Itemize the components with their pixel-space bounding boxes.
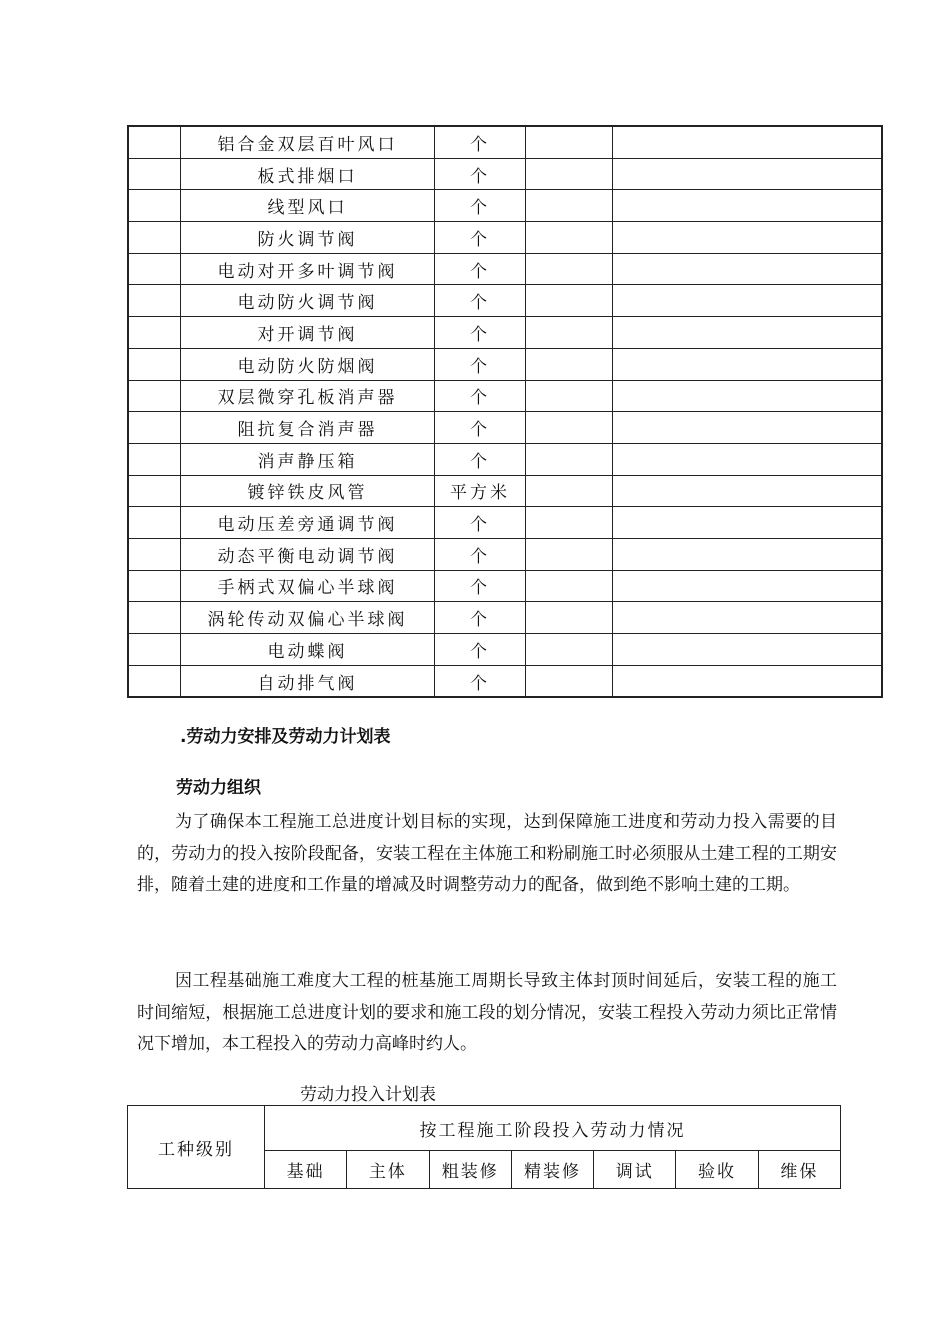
remark-cell (613, 190, 883, 222)
item-name-cell: 手柄式双偏心半球阀 (181, 570, 435, 602)
unit-cell: 个 (435, 285, 526, 317)
index-cell (128, 317, 181, 349)
index-cell (128, 570, 181, 602)
remark-cell (613, 317, 883, 349)
table-row (128, 665, 882, 697)
section-heading: .劳动力安排及劳动力计划表 (180, 727, 391, 747)
item-name-cell: 双层微穿孔板消声器 (181, 380, 435, 412)
remark-cell (613, 665, 883, 697)
index-cell (128, 253, 181, 285)
equipment-table (127, 125, 883, 698)
item-name-cell: 消声静压箱 (181, 443, 435, 475)
item-name-cell: 铝合金双层百叶风口 (181, 126, 435, 158)
remark-cell (613, 222, 883, 254)
remark-cell (613, 570, 883, 602)
unit-cell: 个 (435, 317, 526, 349)
remark-cell (613, 634, 883, 666)
index-cell (128, 158, 181, 190)
item-name-cell: 板式排烟口 (181, 158, 435, 190)
index-cell (128, 538, 181, 570)
quantity-cell (526, 475, 613, 507)
table-caption: 劳动力投入计划表 (300, 1085, 436, 1105)
item-name-cell: 涡轮传动双偏心半球阀 (181, 602, 435, 634)
unit-cell: 个 (435, 253, 526, 285)
remark-cell (613, 380, 883, 412)
unit-cell: 个 (435, 348, 526, 380)
item-name-cell: 电动防火防烟阀 (181, 348, 435, 380)
stage-header: 粗装修 (429, 1151, 511, 1189)
quantity-cell (526, 507, 613, 539)
stage-header: 基础 (265, 1151, 347, 1189)
table-row (128, 317, 882, 349)
stage-group-header: 按工程施工阶段投入劳动力情况 (265, 1106, 841, 1151)
index-cell (128, 380, 181, 412)
quantity-cell (526, 412, 613, 444)
item-name-cell: 自动排气阀 (181, 665, 435, 697)
item-name-cell: 动态平衡电动调节阀 (181, 538, 435, 570)
quantity-cell (526, 158, 613, 190)
quantity-cell (526, 634, 613, 666)
quantity-cell (526, 253, 613, 285)
index-cell (128, 285, 181, 317)
stage-header: 验收 (676, 1151, 758, 1189)
index-cell (128, 190, 181, 222)
stage-header: 主体 (347, 1151, 429, 1189)
quantity-cell (526, 190, 613, 222)
table-row (128, 412, 882, 444)
remark-cell (613, 285, 883, 317)
table-row (128, 253, 882, 285)
table-row (128, 538, 882, 570)
unit-cell: 个 (435, 665, 526, 697)
unit-cell: 个 (435, 126, 526, 158)
quantity-cell (526, 538, 613, 570)
item-name-cell: 阻抗复合消声器 (181, 412, 435, 444)
quantity-cell (526, 665, 613, 697)
remark-cell (613, 348, 883, 380)
table-row (128, 126, 882, 158)
item-name-cell: 电动蝶阀 (181, 634, 435, 666)
sub-heading: 劳动力组织 (176, 778, 261, 798)
table-row (128, 348, 882, 380)
work-type-header: 工种级别 (128, 1106, 265, 1189)
quantity-cell (526, 126, 613, 158)
remark-cell (613, 443, 883, 475)
index-cell (128, 443, 181, 475)
remark-cell (613, 475, 883, 507)
item-name-cell: 防火调节阀 (181, 222, 435, 254)
unit-cell: 个 (435, 443, 526, 475)
item-name-cell: 镀锌铁皮风管 (181, 475, 435, 507)
quantity-cell (526, 602, 613, 634)
index-cell (128, 602, 181, 634)
unit-cell: 个 (435, 412, 526, 444)
table-row (128, 475, 882, 507)
table-row (128, 222, 882, 254)
quantity-cell (526, 222, 613, 254)
unit-cell: 平方米 (435, 475, 526, 507)
paragraph: 因工程基础施工难度大工程的桩基施工周期长导致主体封顶时间延后，安装工程的施工时间缩短，根据施工总进度计划的要求和施工段的划分情况，安装工程投入劳动力须比正常情况下增加，本工程投入的劳动力高峰时约人。 (137, 971, 837, 1054)
index-cell (128, 222, 181, 254)
item-name-cell: 对开调节阀 (181, 317, 435, 349)
quantity-cell (526, 443, 613, 475)
labor-plan-table (127, 1105, 841, 1189)
quantity-cell (526, 348, 613, 380)
unit-cell: 个 (435, 634, 526, 666)
index-cell (128, 634, 181, 666)
item-name-cell: 电动压差旁通调节阀 (181, 507, 435, 539)
unit-cell: 个 (435, 538, 526, 570)
table-row (128, 570, 882, 602)
table-row (128, 380, 882, 412)
remark-cell (613, 412, 883, 444)
unit-cell: 个 (435, 190, 526, 222)
table-row (128, 602, 882, 634)
index-cell (128, 126, 181, 158)
table-row (128, 634, 882, 666)
index-cell (128, 665, 181, 697)
unit-cell: 个 (435, 507, 526, 539)
remark-cell (613, 253, 883, 285)
quantity-cell (526, 317, 613, 349)
unit-cell: 个 (435, 602, 526, 634)
stage-header: 调试 (594, 1151, 676, 1189)
table-row (128, 158, 882, 190)
remark-cell (613, 507, 883, 539)
index-cell (128, 348, 181, 380)
item-name-cell: 线型风口 (181, 190, 435, 222)
table-row (128, 443, 882, 475)
stage-header: 维保 (758, 1151, 840, 1189)
index-cell (128, 475, 181, 507)
item-name-cell: 电动对开多叶调节阀 (181, 253, 435, 285)
quantity-cell (526, 285, 613, 317)
remark-cell (613, 126, 883, 158)
remark-cell (613, 158, 883, 190)
index-cell (128, 412, 181, 444)
table-row (128, 190, 882, 222)
quantity-cell (526, 570, 613, 602)
remark-cell (613, 538, 883, 570)
remark-cell (613, 602, 883, 634)
stage-header: 精装修 (511, 1151, 593, 1189)
quantity-cell (526, 380, 613, 412)
unit-cell: 个 (435, 380, 526, 412)
paragraph: 为了确保本工程施工总进度计划目标的实现，达到保障施工进度和劳动力投入需要的目的，劳动力的投入按阶段配备，安装工程在主体施工和粉刷施工时必须服从土建工程的工期安排，随着土建的进度和工作量的增减及时调整劳动力的配备，做到绝不影响土建的工期。 (137, 812, 837, 895)
table-row (128, 285, 882, 317)
unit-cell: 个 (435, 158, 526, 190)
unit-cell: 个 (435, 570, 526, 602)
item-name-cell: 电动防火调节阀 (181, 285, 435, 317)
index-cell (128, 507, 181, 539)
table-row (128, 507, 882, 539)
unit-cell: 个 (435, 222, 526, 254)
